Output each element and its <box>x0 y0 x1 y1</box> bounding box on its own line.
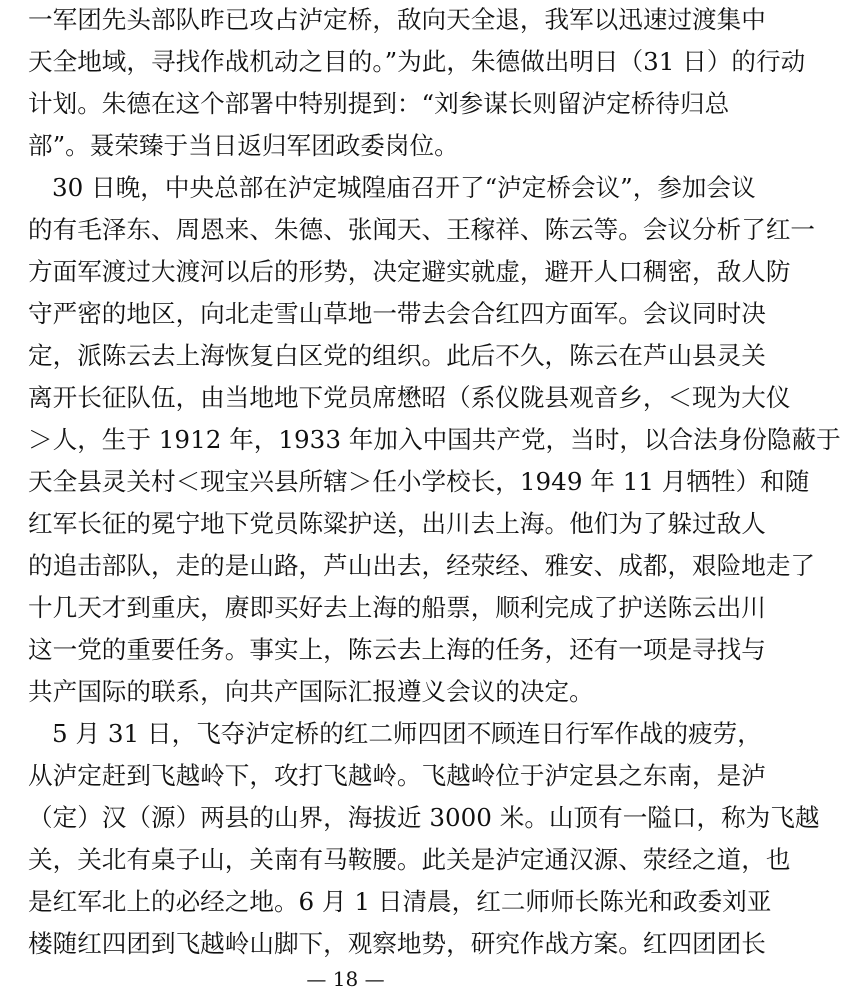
text-line-14: 的追击部队，走的是山路，芦山出去，经荥经、雅安、成都，艰险地走了 <box>28 551 816 580</box>
text-line-1: 一军团先头部队昨已攻占泸定桥，敌向天全退，我军以迅速过渡集中 <box>28 5 766 34</box>
text-line-2: 天全地域，寻找作战机动之目的。”为此，朱德做出明日（31 日）的行动 <box>28 47 806 76</box>
text-line-10: 离开长征队伍，由当地地下党员席懋昭（系仪陇县观音乡，＜现为大仪 <box>28 383 791 412</box>
text-line-6: 的有毛泽东、周恩来、朱德、张闻天、王稼祥、陈云等。会议分析了红一 <box>28 215 816 244</box>
page-number: — 18 — <box>306 967 385 991</box>
paragraph-3-line-1: 5 月 31 日，飞夺泸定桥的红二师四团不顾连日行军作战的疲劳， <box>52 719 762 748</box>
text-line-17: 共产国际的联系，向共产国际汇报遵义会议的决定。 <box>28 677 594 706</box>
text-line-23: 楼随红四团到飞越岭山脚下，观察地势，研究作战方案。红四团团长 <box>28 929 766 958</box>
text-line-9: 定，派陈云去上海恢复白区党的组织。此后不久，陈云在芦山县灵关 <box>28 341 766 370</box>
text-line-21: 关，关北有桌子山，关南有马鞍腰。此关是泸定通汉源、荥经之道，也 <box>28 845 791 874</box>
paragraph-2-line-1: 30 日晚，中央总部在泸定城隍庙召开了“泸定桥会议”，参加会议 <box>52 173 756 202</box>
text-line-22: 是红军北上的必经之地。6 月 1 日清晨，红二师师长陈光和政委刘亚 <box>28 887 772 916</box>
text-line-16: 这一党的重要任务。事实上，陈云去上海的任务，还有一项是寻找与 <box>28 635 766 664</box>
text-line-12: 天全县灵关村＜现宝兴县所辖＞任小学校长，1949 年 11 月牺牲）和随 <box>28 467 810 496</box>
text-line-19: 从泸定赶到飞越岭下，攻打飞越岭。飞越岭位于泸定县之东南，是泸 <box>28 761 766 790</box>
text-line-8: 守严密的地区，向北走雪山草地一带去会合红四方面军。会议同时决 <box>28 299 766 328</box>
text-line-3: 计划。朱德在这个部署中特别提到：“刘参谋长则留泸定桥待归总 <box>28 89 730 118</box>
text-line-4: 部”。聂荣臻于当日返归军团政委岗位。 <box>28 131 459 160</box>
text-line-11: ＞人，生于 1912 年，1933 年加入中国共产党，当时，以合法身份隐蔽于 <box>28 425 841 454</box>
text-line-7: 方面军渡过大渡河以后的形势，决定避实就虚，避开人口稠密，敌人防 <box>28 257 791 286</box>
text-line-15: 十几天才到重庆，赓即买好去上海的船票，顺利完成了护送陈云出川 <box>28 593 766 622</box>
text-line-13: 红军长征的冕宁地下党员陈粱护送，出川去上海。他们为了躲过敌人 <box>28 509 766 538</box>
text-line-20: （定）汉（源）两县的山界，海拔近 3000 米。山顶有一隘口，称为飞越 <box>28 803 820 832</box>
